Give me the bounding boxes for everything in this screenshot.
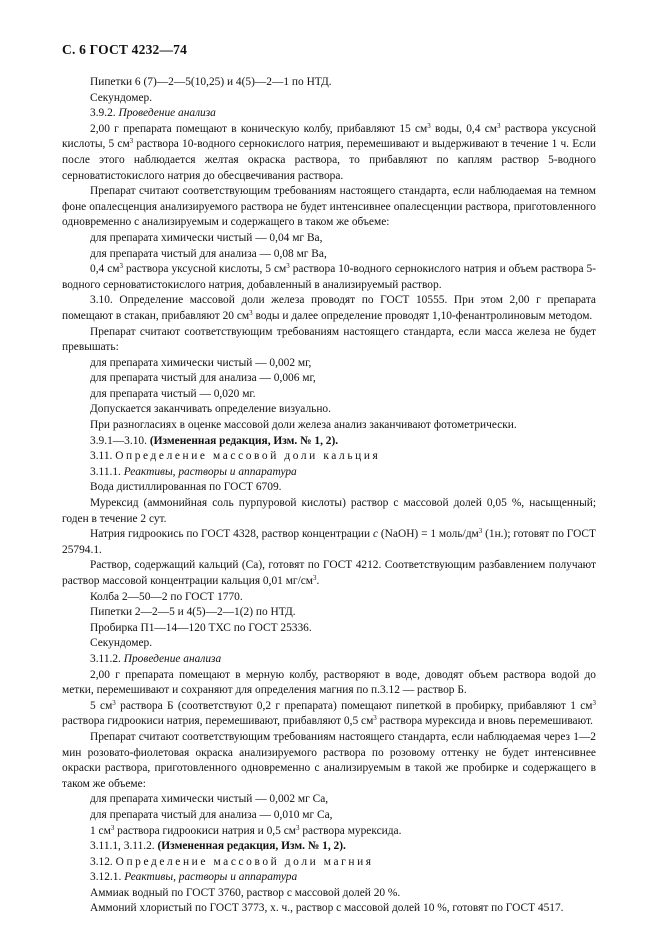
- paragraph-3-10: [62, 293, 596, 324]
- line-ammonia: Аммиак водный по ГОСТ 3760, раствор с массовой долей 20 %.: [90, 886, 401, 899]
- section-title: Проведение анализа: [123, 652, 222, 665]
- paragraph-calcium-criteria: Препарат считают соответствующим требованиям настоящего стандарта, если наблюдаемая через 1—2 мин розовато-фиолетовая окраска анализируемого раствора по розовому оттенку не будет интенсивнее окраски раствора, приготовленного одновременно с анализируемым в такой же пробирке и содержащего в таком же объеме:: [62, 730, 596, 790]
- line-test-tube: Пробирка П1—14—120 ТХС по ГОСТ 25336.: [90, 621, 312, 634]
- line-pipettes-2: Пипетки 2—2—5 и 4(5)—2—1(2) по НТД.: [90, 606, 296, 619]
- text-run: Натрия гидроокись по ГОСТ 4328, раствор концентрации: [90, 528, 373, 541]
- paragraph-procedure: [62, 122, 596, 184]
- line-visual: Допускается заканчивать определение визуально.: [90, 403, 331, 416]
- section-number: 3.9.2.: [90, 107, 116, 120]
- amendment-label: (Измененная редакция, Изм. № 1, 2).: [149, 434, 339, 447]
- superscript: 3: [119, 262, 123, 271]
- superscript: 3: [496, 121, 501, 130]
- paragraph-ammonium-chloride: Аммоний хлористый по ГОСТ 3773, х. ч., раствор с массовой долей 10 %, готовят по ГОСТ 4517.: [90, 902, 564, 915]
- superscript: 3: [110, 823, 115, 832]
- superscript: 3: [112, 698, 116, 707]
- section-title: Проведение анализа: [118, 107, 216, 120]
- paragraph-murexide: Мурексид (аммонийная соль пурпуровой кислоты) раствор с массовой долей 0,05 %, насыщенный; годен в течение 2 сут.: [62, 497, 596, 525]
- paragraph-pipette-procedure: [62, 699, 596, 730]
- section-number: 3.12.1.: [90, 871, 122, 884]
- paragraph-naoh: [62, 527, 596, 558]
- section-title: Реактивы, растворы и аппаратура: [123, 465, 297, 478]
- list-item: для препарата химически чистый — 0,002 мг Са,: [90, 793, 329, 806]
- amendment-label: (Измененная редакция, Изм. № 1, 2).: [157, 840, 346, 853]
- list-item: [62, 824, 596, 840]
- section-3-11-2: [62, 652, 596, 668]
- list-item: для препарата химически чистый — 0,04 мг Ва,: [90, 231, 323, 244]
- paragraph-calcium-solution: [62, 558, 596, 589]
- section-title: Определение массовой доли магния: [115, 855, 374, 868]
- text-run: раствора мурексида.: [299, 824, 402, 837]
- section-title: Определение массовой доли кальция: [115, 450, 381, 463]
- list-item: для препарата чистый для анализа — 0,08 мг Ва,: [90, 247, 327, 260]
- superscript: 3: [592, 698, 597, 707]
- list-item: для препарата химически чистый — 0,002 мг,: [90, 356, 312, 369]
- section-3-12: [62, 855, 596, 871]
- text-run: 2,00 г препарата помещают в коническую колбу, прибавляют 15 см: [90, 122, 428, 135]
- line-flask: Колба 2—50—2 по ГОСТ 1770.: [90, 590, 243, 603]
- section-3-12-1: [62, 870, 596, 886]
- amendment-note: [62, 434, 596, 450]
- text-run: раствора Б (соответствуют 0,2 г препарата) помещают пипеткой в пробирку, прибавляют 1 см: [115, 699, 593, 712]
- text-run: (NaOH) = 1 моль/дм: [378, 528, 479, 541]
- text-run: раствора мурексида и вновь перемешивают.: [376, 715, 593, 728]
- list-item: для препарата чистый — 0,020 мг.: [90, 387, 256, 400]
- text-run: раствора гидроокиси натрия, перемешивают, прибавляют 0,5 см: [62, 715, 374, 728]
- line-photometric: При разногласиях в оценке массовой доли железа анализ заканчивают фотометрически.: [90, 419, 517, 432]
- line-stopwatch-2: Секундомер.: [90, 637, 153, 650]
- section-number: 3.12.: [90, 855, 113, 868]
- section-3-11-1: [62, 465, 596, 481]
- text-run: раствора уксусной кислоты, 5 см: [122, 263, 287, 276]
- document-body: [62, 75, 596, 917]
- section-3-9-2: [62, 106, 596, 122]
- text-run: раствора 10-водного сернокислого натрия и объем раствора 5-водного серноватистокислого натрия, добавленный в анализируемый раствор.: [62, 263, 596, 291]
- section-3-11: [62, 449, 596, 465]
- text-run: раствора гидроокиси натрия и 0,5 см: [114, 824, 296, 837]
- text-run: .: [316, 575, 320, 587]
- section-number: 3.11.: [90, 450, 113, 463]
- paragraph-reagents: [62, 262, 596, 293]
- section-title: Реактивы, растворы и аппаратура: [124, 871, 298, 884]
- text-run: (1н.); готовят по ГОСТ 25794.1.: [62, 528, 596, 556]
- section-number: 3.11.1.: [90, 465, 121, 478]
- superscript: 3: [286, 262, 290, 271]
- paragraph-iron-criteria: Препарат считают соответствующим требованиям настоящего стандарта, если масса железа не будет превышать:: [62, 325, 596, 354]
- text-run: 0,4 см: [90, 263, 120, 276]
- list-item: для препарата чистый для анализа — 0,010 мг Са,: [90, 808, 333, 821]
- page-header: С. 6 ГОСТ 4232—74: [62, 42, 188, 57]
- text-run: с: [372, 528, 379, 541]
- text-run: воды и далее определение проводят 1,10-фенантролиновым методом.: [252, 309, 593, 322]
- text-run: 1 см: [90, 824, 111, 837]
- superscript: 3: [249, 308, 253, 317]
- text-run: раствора уксусной кислоты, 5 см: [62, 122, 596, 151]
- text-run: Раствор, содержащий кальций (Са), готовят по ГОСТ 4212. Соответствующим разбавлением получают раствор массовой концентрации кальция 0,01 мг/см: [62, 559, 596, 587]
- line-stopwatch: Секундомер.: [90, 91, 153, 104]
- paragraph-criteria: Препарат считают соответствующим требованиям настоящего стандарта, если наблюдаемая на темном фоне опалесценция анализируемого раствора не будет интенсивнее опалесценции раствора, приготовленного одновременно с анализируемым и содержащего в таком же объеме:: [62, 185, 596, 229]
- line-pipettes: Пипетки 6 (7)—2—5(10,25) и 4(5)—2—1 по НТД.: [90, 76, 332, 88]
- text-run: 3.9.1—3.10.: [90, 434, 147, 447]
- text-run: 5 см: [90, 699, 113, 712]
- superscript: 3: [129, 137, 134, 146]
- text-run: воды, 0,4 см: [430, 122, 497, 135]
- superscript: 3: [478, 527, 483, 536]
- section-number: 3.11.2.: [90, 652, 121, 665]
- superscript: 3: [427, 121, 431, 130]
- text-run: раствора 10-водного сернокислого натрия, перемешивают и выдерживают в течение 1 ч. Если после этого наблюдается желтая окраска раствора, то прибавляют по каплям раствор 5-водного серноватистокислого натрия до обесцвечивания раствора.: [62, 138, 596, 182]
- superscript: 3: [295, 823, 300, 832]
- text-run: 3.11.1, 3.11.2.: [90, 840, 155, 853]
- superscript: 3: [373, 714, 377, 723]
- list-item: для препарата чистый для анализа — 0,006 мг,: [90, 372, 316, 385]
- line-water: Вода дистиллированная по ГОСТ 6709.: [90, 481, 282, 494]
- amendment-note: [62, 839, 596, 855]
- superscript: 3: [313, 574, 317, 582]
- text-run: 3.10. Определение массовой доли железа проводят по ГОСТ 10555. При этом 2,00 г препарата помещают в стакан, прибавляют 20 см: [62, 294, 596, 322]
- paragraph-solution-b: 2,00 г препарата помещают в мерную колбу, растворяют в воде, доводят объем раствора водой до метки, перемешивают и сохраняют для определения магния по п.3.12 — раствор Б.: [62, 668, 596, 697]
